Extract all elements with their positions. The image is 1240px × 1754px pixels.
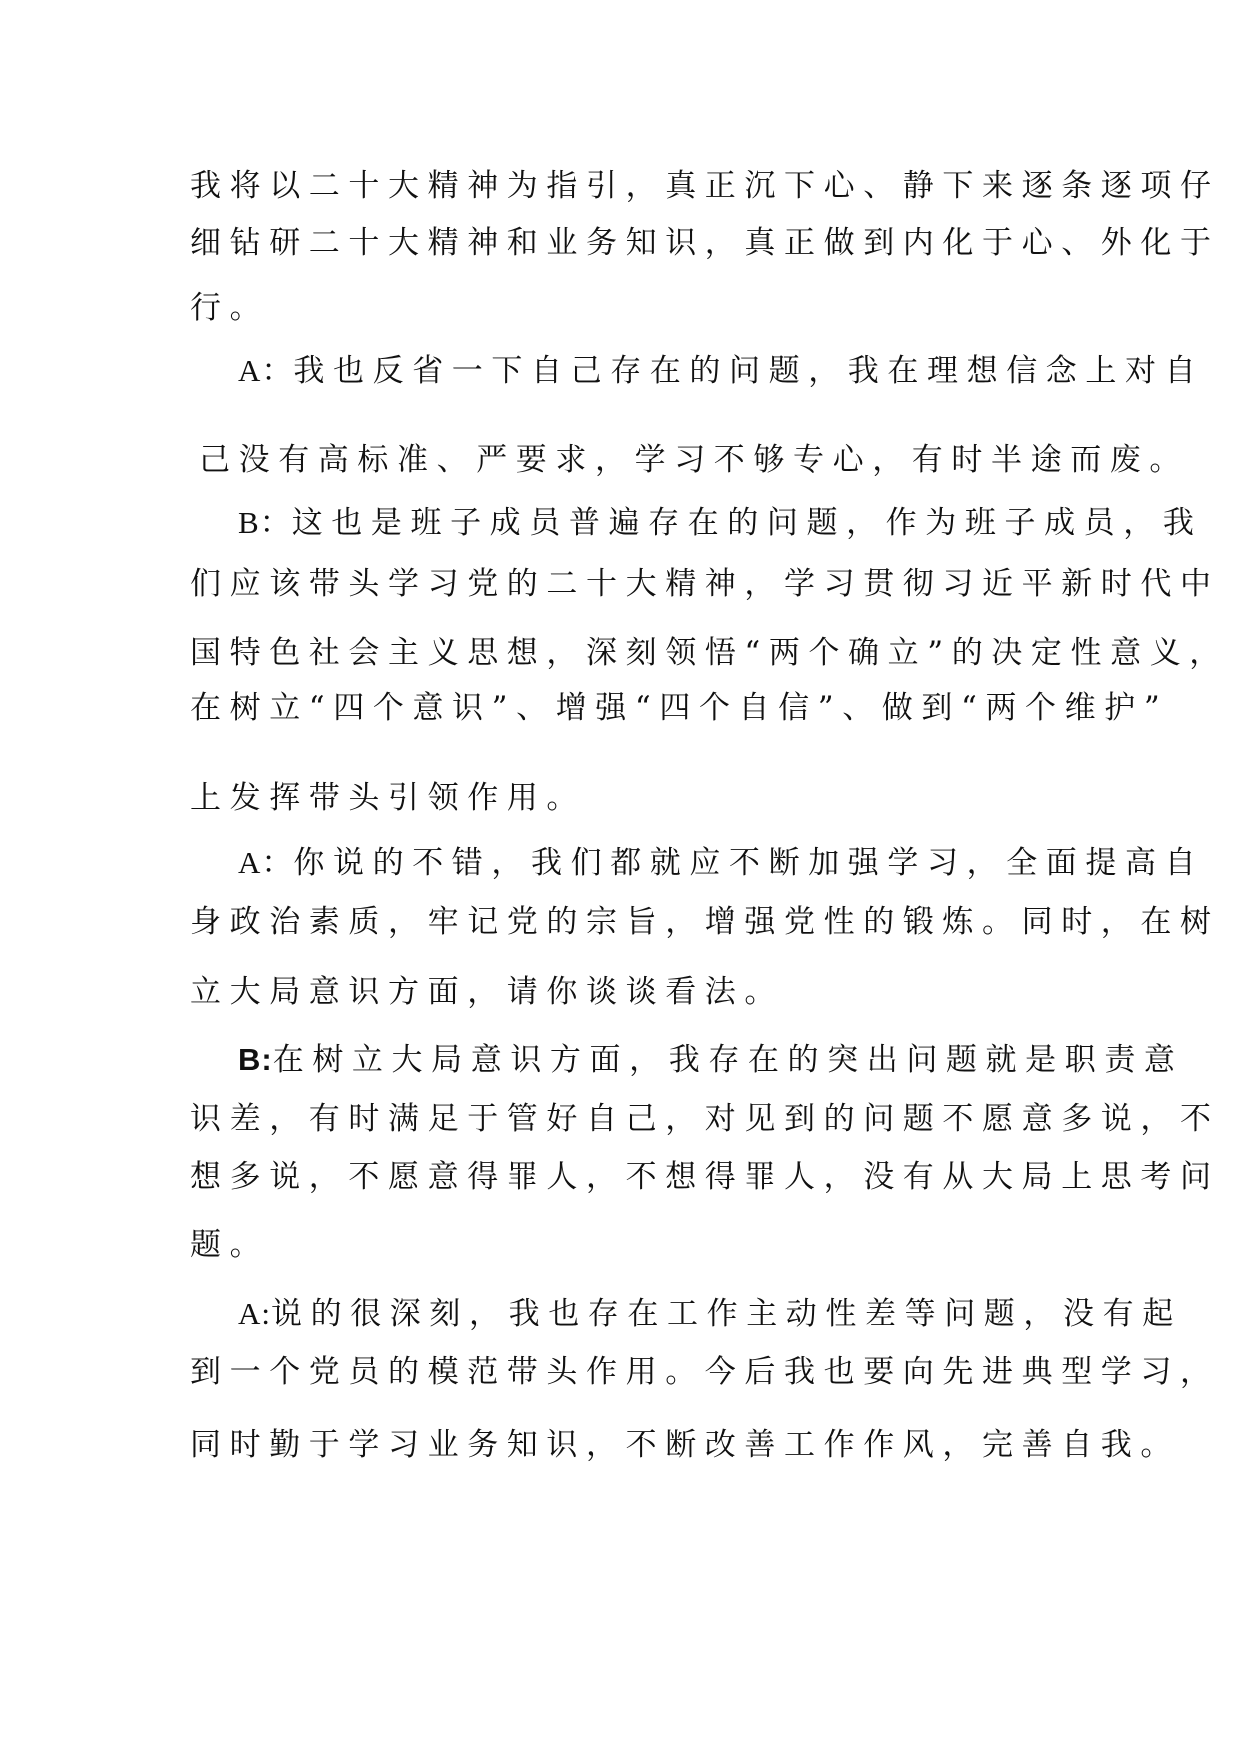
paragraph-line <box>190 223 1220 263</box>
line-text: 们应该带头学习党的二十大精神，学习贯彻习近平新时代中 <box>190 566 1220 602</box>
paragraph-line <box>190 902 1220 942</box>
line-text: 我将以二十大精神为指引，真正沉下心、静下来逐条逐项仔 <box>190 168 1220 204</box>
paragraph-line <box>190 166 1220 206</box>
line-text: 这也是班子成员普遍存在的问题，作为班子成员，我 <box>291 505 1203 541</box>
dialogue-line <box>238 843 1205 883</box>
line-text: 识差，有时满足于管好自己，对见到的问题不愿意多说，不 <box>190 1101 1220 1137</box>
line-text: 想多说，不愿意得罪人，不想得罪人，没有从大局上思考问 <box>190 1159 1220 1195</box>
speaker-label-a: A: <box>238 1296 271 1331</box>
paragraph-line <box>190 564 1220 604</box>
dialogue-line <box>238 1294 1182 1334</box>
line-text: 细钻研二十大精神和业务知识，真正做到内化于心、外化于 <box>190 225 1220 261</box>
line-text: 立大局意识方面，请你谈谈看法。 <box>190 974 784 1010</box>
paragraph-line <box>190 1157 1220 1197</box>
line-text: 在树立大局意识方面，我存在的突出问题就是职责意 <box>272 1042 1184 1078</box>
paragraph-line <box>190 1099 1220 1139</box>
paragraph-line <box>190 288 1050 328</box>
dialogue-line <box>238 351 1205 391</box>
line-text: 己没有高标准、严要求，学习不够专心，有时半途而废。 <box>199 442 1189 478</box>
line-text: 国特色社会主义思想，深刻领悟“两个确立”的决定性意义， <box>190 635 1229 671</box>
speaker-label-a: A： <box>238 353 294 388</box>
speaker-label-a: A： <box>238 845 294 880</box>
line-text: 在树立“四个意识”、增强“四个自信”、做到“两个维护” <box>190 690 1169 726</box>
paragraph-line <box>190 972 1050 1012</box>
paragraph-line <box>190 688 1169 728</box>
line-text: 题。 <box>190 1227 270 1263</box>
line-text: 上发挥带头引领作用。 <box>190 780 586 816</box>
line-text: 同时勤于学习业务知识，不断改善工作作风，完善自我。 <box>190 1427 1180 1463</box>
line-text: 到一个党员的模范带头作用。今后我也要向先进典型学习， <box>190 1354 1220 1390</box>
paragraph-line <box>190 778 1050 818</box>
line-text: 你说的不错，我们都就应不断加强学习，全面提高自 <box>293 845 1205 881</box>
line-text: 我也反省一下自己存在的问题，我在理想信念上对自 <box>293 353 1205 389</box>
line-text: 行。 <box>190 290 270 326</box>
dialogue-line <box>238 503 1203 543</box>
line-text: 说的很深刻，我也存在工作主动性差等问题，没有起 <box>271 1296 1182 1332</box>
paragraph-line <box>190 633 1229 673</box>
line-text: 身政治素质，牢记党的宗旨，增强党性的锻炼。同时，在树 <box>190 904 1220 940</box>
dialogue-line <box>238 1040 1184 1080</box>
speaker-label-b: B： <box>238 505 292 540</box>
paragraph-line <box>190 1225 1050 1265</box>
speaker-label-b: B: <box>238 1042 273 1077</box>
paragraph-line <box>190 1425 1180 1465</box>
paragraph-line <box>190 1352 1220 1392</box>
paragraph-line <box>199 440 1189 480</box>
